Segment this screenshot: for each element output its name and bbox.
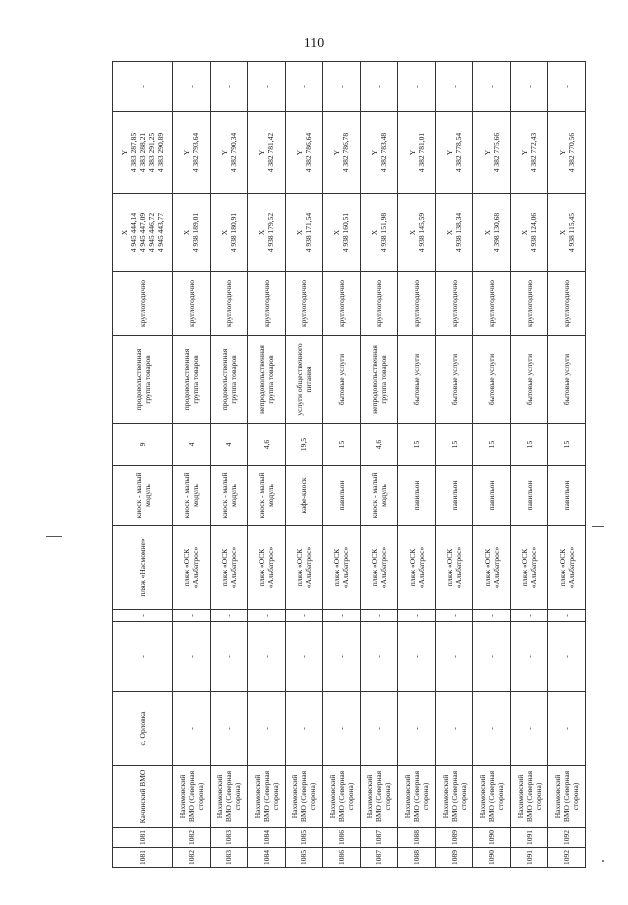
cell-e2: -: [113, 610, 173, 622]
cell-last: -: [548, 62, 586, 112]
cell-x: X 4 938 189,01: [173, 194, 211, 272]
cell-num2: 1091: [510, 828, 548, 848]
cell-num2: 1081: [113, 828, 173, 848]
cell-place: -: [173, 692, 211, 766]
cell-y: Y 4 382 790,34: [210, 112, 248, 194]
cell-place: с. Орловка: [113, 692, 173, 766]
cell-x: X 4 938 151,98: [360, 194, 398, 272]
table-row: [548, 62, 586, 868]
cell-num: 1086: [323, 848, 361, 868]
cell-area: 4: [173, 424, 211, 466]
cell-spec: бытовые услуги: [398, 336, 436, 424]
cell-spec: бытовые услуги: [435, 336, 473, 424]
cell-type: павильон: [398, 466, 436, 526]
cell-last: -: [210, 62, 248, 112]
table-row: [113, 62, 173, 868]
cell-period: круглогодично: [473, 272, 511, 336]
cell-area: 4,6: [248, 424, 286, 466]
cell-type: киоск - малый модуль: [248, 466, 286, 526]
cell-last: -: [398, 62, 436, 112]
cell-last: -: [360, 62, 398, 112]
cell-last: -: [113, 62, 173, 112]
cell-spec: непродовольственная группа товаров: [248, 336, 286, 424]
cell-spec: бытовые услуги: [323, 336, 361, 424]
cell-period: круглогодично: [210, 272, 248, 336]
cell-place: -: [285, 692, 323, 766]
cell-spec: продовольственная группа товаров: [210, 336, 248, 424]
cell-district: Нахимовский ВМО (Северная сторона): [435, 766, 473, 828]
cell-spec: продовольственная группа товаров: [173, 336, 211, 424]
cell-object: пляж «Насмомне»: [113, 526, 173, 610]
cell-y: Y 4 383 287,85 4 383 288,21 4 383 291,25 4 383 290,89: [113, 112, 173, 194]
cell-num: 1092: [548, 848, 586, 868]
rotated-table-wrapper: [112, 62, 586, 868]
cell-num2: 1083: [210, 828, 248, 848]
cell-period: круглогодично: [248, 272, 286, 336]
cell-type: киоск - малый модуль: [173, 466, 211, 526]
cell-last: -: [473, 62, 511, 112]
cell-e2: -: [173, 610, 211, 622]
cell-num2: 1090: [473, 828, 511, 848]
cell-num2: 1087: [360, 828, 398, 848]
cell-y: Y 4 382 778,54: [435, 112, 473, 194]
cell-x: X 4 938 180,91: [210, 194, 248, 272]
cell-e2: -: [435, 610, 473, 622]
cell-spec: услуги общественного питания: [285, 336, 323, 424]
cell-type: павильон: [323, 466, 361, 526]
cell-y: Y 4 382 772,43: [510, 112, 548, 194]
cell-e2: -: [473, 610, 511, 622]
cell-e2: -: [548, 610, 586, 622]
cell-num2: 1092: [548, 828, 586, 848]
cell-period: круглогодично: [435, 272, 473, 336]
cell-last: -: [248, 62, 286, 112]
schema-table: [112, 61, 586, 868]
cell-e2: -: [210, 610, 248, 622]
cell-x: X 4 938 115,45: [548, 194, 586, 272]
cell-period: круглогодично: [398, 272, 436, 336]
cell-area: 15: [548, 424, 586, 466]
cell-period: круглогодично: [173, 272, 211, 336]
page-number: 110: [303, 36, 325, 51]
cell-last: -: [285, 62, 323, 112]
cell-num2: 1086: [323, 828, 361, 848]
cell-e1: -: [248, 622, 286, 692]
cell-period: круглогодично: [360, 272, 398, 336]
cell-area: 15: [398, 424, 436, 466]
cell-type: киоск - малый модуль: [113, 466, 173, 526]
cell-num: 1083: [210, 848, 248, 868]
cell-place: -: [510, 692, 548, 766]
cell-num: 1088: [398, 848, 436, 868]
cell-e1: -: [548, 622, 586, 692]
cell-num: 1082: [173, 848, 211, 868]
cell-e2: -: [360, 610, 398, 622]
table-body: [113, 62, 586, 868]
cell-last: -: [173, 62, 211, 112]
cell-num: 1087: [360, 848, 398, 868]
cell-area: 15: [510, 424, 548, 466]
cell-last: -: [323, 62, 361, 112]
cell-e2: -: [248, 610, 286, 622]
cell-e1: -: [323, 622, 361, 692]
cell-object: пляж «ОСК «Альбатрос»: [285, 526, 323, 610]
table-row: [360, 62, 398, 868]
table-row: [285, 62, 323, 868]
cell-period: круглогодично: [548, 272, 586, 336]
cell-place: -: [548, 692, 586, 766]
cell-last: -: [510, 62, 548, 112]
cell-e2: -: [510, 610, 548, 622]
table-row: [210, 62, 248, 868]
cell-num: 1090: [473, 848, 511, 868]
cell-district: Качинский ВМО: [113, 766, 173, 828]
cell-object: пляж «ОСК «Альбатрос»: [210, 526, 248, 610]
scan-mark-left: [46, 536, 62, 537]
table-row: [435, 62, 473, 868]
cell-period: круглогодично: [323, 272, 361, 336]
cell-e1: -: [113, 622, 173, 692]
cell-type: павильон: [435, 466, 473, 526]
cell-e1: -: [473, 622, 511, 692]
table-row: [510, 62, 548, 868]
cell-num2: 1082: [173, 828, 211, 848]
cell-area: 19,5: [285, 424, 323, 466]
cell-y: Y 4 382 786,78: [323, 112, 361, 194]
cell-spec: бытовые услуги: [473, 336, 511, 424]
cell-num2: 1084: [248, 828, 286, 848]
cell-x: X 4 945 444,14 4 945 447,09 4 945 446,72 4 945 443,77: [113, 194, 173, 272]
table-row: [398, 62, 436, 868]
cell-district: Нахимовский ВМО (Северная сторона): [360, 766, 398, 828]
cell-y: Y 4 382 770,56: [548, 112, 586, 194]
cell-num2: 1085: [285, 828, 323, 848]
cell-x: X 4 938 160,51: [323, 194, 361, 272]
cell-x: X 4 938 171,54: [285, 194, 323, 272]
cell-type: кафе-киоск: [285, 466, 323, 526]
cell-district: Нахимовский ВМО (Северная сторона): [323, 766, 361, 828]
table-row: [323, 62, 361, 868]
cell-type: киоск - малый модуль: [360, 466, 398, 526]
cell-object: пляж «ОСК «Альбатрос»: [548, 526, 586, 610]
cell-num: 1081: [113, 848, 173, 868]
cell-place: -: [360, 692, 398, 766]
cell-e1: -: [360, 622, 398, 692]
cell-district: Нахимовский ВМО (Северная сторона): [473, 766, 511, 828]
cell-x: X 4 938 138,34: [435, 194, 473, 272]
cell-y: Y 4 382 781,01: [398, 112, 436, 194]
cell-district: Нахимовский ВМО (Северная сторона): [210, 766, 248, 828]
cell-place: -: [435, 692, 473, 766]
cell-e2: -: [285, 610, 323, 622]
cell-object: пляж «ОСК «Альбатрос»: [173, 526, 211, 610]
cell-x: X 4 398 130,68: [473, 194, 511, 272]
cell-object: пляж «ОСК «Альбатрос»: [398, 526, 436, 610]
cell-e1: -: [285, 622, 323, 692]
cell-place: -: [248, 692, 286, 766]
cell-period: круглогодично: [510, 272, 548, 336]
cell-num: 1085: [285, 848, 323, 868]
cell-spec: непродовольственная группа товаров: [360, 336, 398, 424]
cell-area: 9: [113, 424, 173, 466]
cell-y: Y 4 382 786,64: [285, 112, 323, 194]
cell-area: 15: [473, 424, 511, 466]
cell-district: Нахимовский ВМО (Северная сторона): [173, 766, 211, 828]
cell-e1: -: [173, 622, 211, 692]
cell-district: Нахимовский ВМО (Северная сторона): [510, 766, 548, 828]
cell-e1: -: [398, 622, 436, 692]
cell-type: павильон: [548, 466, 586, 526]
cell-y: Y 4 382 781,42: [248, 112, 286, 194]
cell-e2: -: [398, 610, 436, 622]
cell-district: Нахимовский ВМО (Северная сторона): [248, 766, 286, 828]
cell-e2: -: [323, 610, 361, 622]
cell-x: X 4 938 145,59: [398, 194, 436, 272]
cell-place: -: [210, 692, 248, 766]
cell-area: 4: [210, 424, 248, 466]
cell-district: Нахимовский ВМО (Северная сторона): [548, 766, 586, 828]
cell-type: павильон: [510, 466, 548, 526]
cell-object: пляж «ОСК «Альбатрос»: [360, 526, 398, 610]
cell-y: Y 4 382 775,66: [473, 112, 511, 194]
cell-type: павильон: [473, 466, 511, 526]
cell-area: 4,6: [360, 424, 398, 466]
cell-object: пляж «ОСК «Альбатрос»: [473, 526, 511, 610]
cell-object: пляж «ОСК «Альбатрос»: [323, 526, 361, 610]
cell-spec: бытовые услуги: [548, 336, 586, 424]
cell-e1: -: [510, 622, 548, 692]
cell-x: X 4 938 179,52: [248, 194, 286, 272]
cell-e1: -: [210, 622, 248, 692]
cell-num: 1089: [435, 848, 473, 868]
table-row: [173, 62, 211, 868]
cell-num: 1084: [248, 848, 286, 868]
cell-type: киоск - малый модуль: [210, 466, 248, 526]
cell-spec: продовольственная группа товаров: [113, 336, 173, 424]
scan-mark-right: [592, 526, 604, 527]
cell-area: 15: [323, 424, 361, 466]
cell-last: -: [435, 62, 473, 112]
cell-district: Нахимовский ВМО (Северная сторона): [285, 766, 323, 828]
cell-district: Нахимовский ВМО (Северная сторона): [398, 766, 436, 828]
cell-y: Y 4 382 793,64: [173, 112, 211, 194]
cell-y: Y 4 382 783,48: [360, 112, 398, 194]
cell-x: X 4 938 124,06: [510, 194, 548, 272]
table-row: [473, 62, 511, 868]
cell-e1: -: [435, 622, 473, 692]
cell-num: 1091: [510, 848, 548, 868]
cell-object: пляж «ОСК «Альбатрос»: [435, 526, 473, 610]
cell-place: -: [473, 692, 511, 766]
cell-object: пляж «ОСК «Альбатрос»: [510, 526, 548, 610]
document-table-region: [112, 62, 586, 868]
table-row: [248, 62, 286, 868]
cell-num2: 1089: [435, 828, 473, 848]
cell-period: круглогодично: [113, 272, 173, 336]
cell-place: -: [398, 692, 436, 766]
scan-dot-bottom: [602, 860, 604, 862]
cell-object: пляж «ОСК «Альбатрос»: [248, 526, 286, 610]
cell-place: -: [323, 692, 361, 766]
cell-num2: 1088: [398, 828, 436, 848]
cell-area: 15: [435, 424, 473, 466]
cell-period: круглогодично: [285, 272, 323, 336]
cell-spec: бытовые услуги: [510, 336, 548, 424]
